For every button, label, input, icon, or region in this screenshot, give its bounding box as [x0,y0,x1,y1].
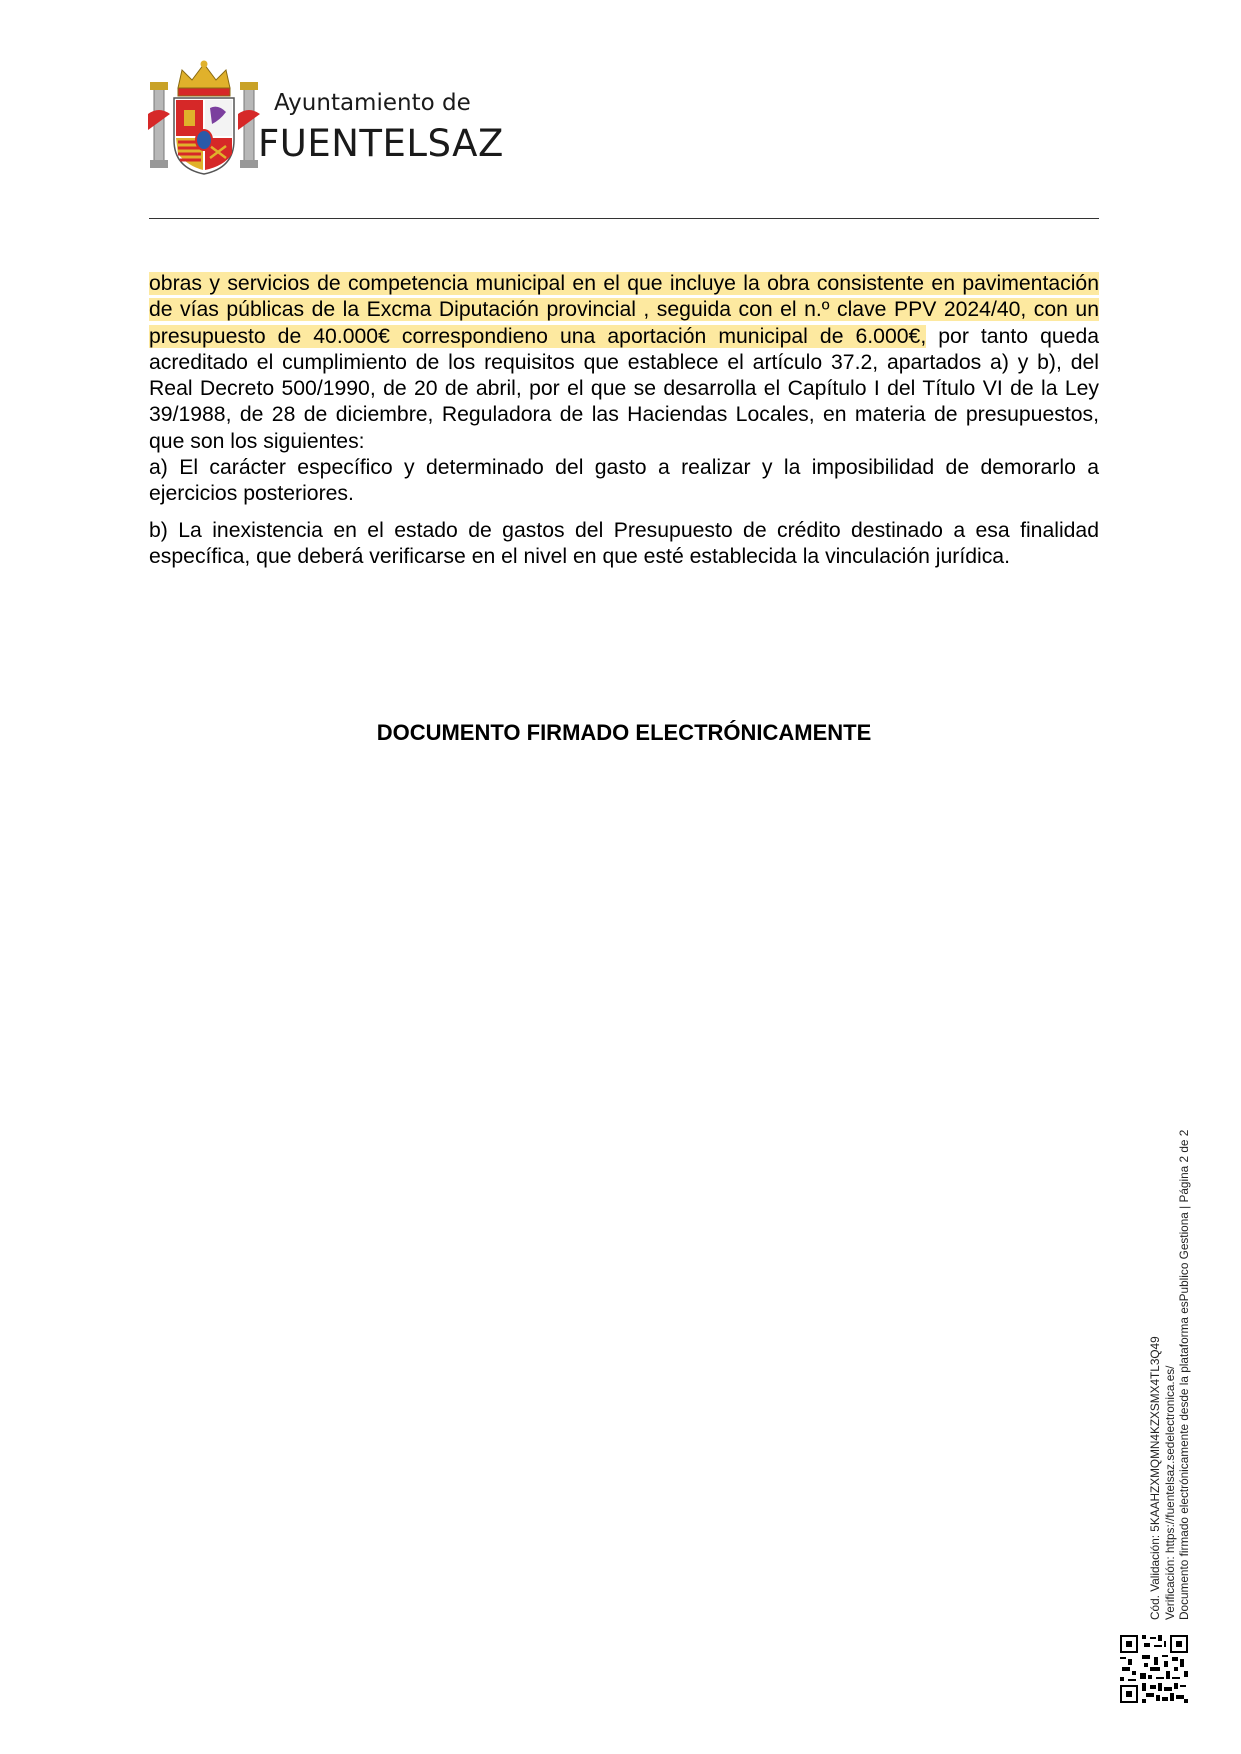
platform-page-info: Documento firmado electrónicamente desde la plataforma esPublico Gestiona | Página 2 de 2 [1177,1129,1192,1620]
validation-code: Cód. Validación: 5KAAHZXMQMN4KZXSMX4TL3Q49 [1148,1336,1162,1620]
document-header [148,58,504,176]
verification-url: Verificación: https://fuentelsaz.sedelectronica.es/ [1162,1365,1177,1620]
qr-code-icon [1118,1633,1190,1705]
signature-note: DOCUMENTO FIRMADO ELECTRÓNICAMENTE [376,720,872,745]
body-paragraph [149,271,1099,455]
document-body [149,271,1099,570]
highlighted-text: obras y servicios de competencia municipal en el que incluye la obra consistente en pavimentación de vías públicas de la Excma Diputación provincial , seguida con el n.º clave PPV 2024/40, con un presupuesto de 40.000€ correspondieno una aportación municipal de 6.000€, [149,272,1099,348]
org-name-line1: Ayuntamiento de [274,90,471,116]
org-name-line2: FUENTELSAZ [258,122,504,165]
validation-sidebar [1148,1000,1192,1620]
coat-of-arms-icon [148,58,260,176]
requirement-a: a) El carácter específico y determinado del gasto a realizar y la imposibilidad de demorarlo a ejercicios posteriores. [149,456,1099,506]
requirement-b: b) La inexistencia en el estado de gastos del Presupuesto de crédito destinado a esa finalidad específica, que deberá verificarse en el nivel en que esté establecida la vinculación jurídica. [149,518,1099,568]
paragraph-continuation: por tanto queda acreditado el cumplimiento de los requisitos que establece el artículo 37.2, apartados a) y b), del Real Decreto 500/1990, de 20 de abril, por el que se desarrolla el Capítulo I del Título VI de la Ley 39/1988, de 28 de diciembre, Reguladora de las Haciendas Locales, en materia de presupuestos, que son los siguientes: [149,324,1100,453]
header-divider [149,218,1099,219]
